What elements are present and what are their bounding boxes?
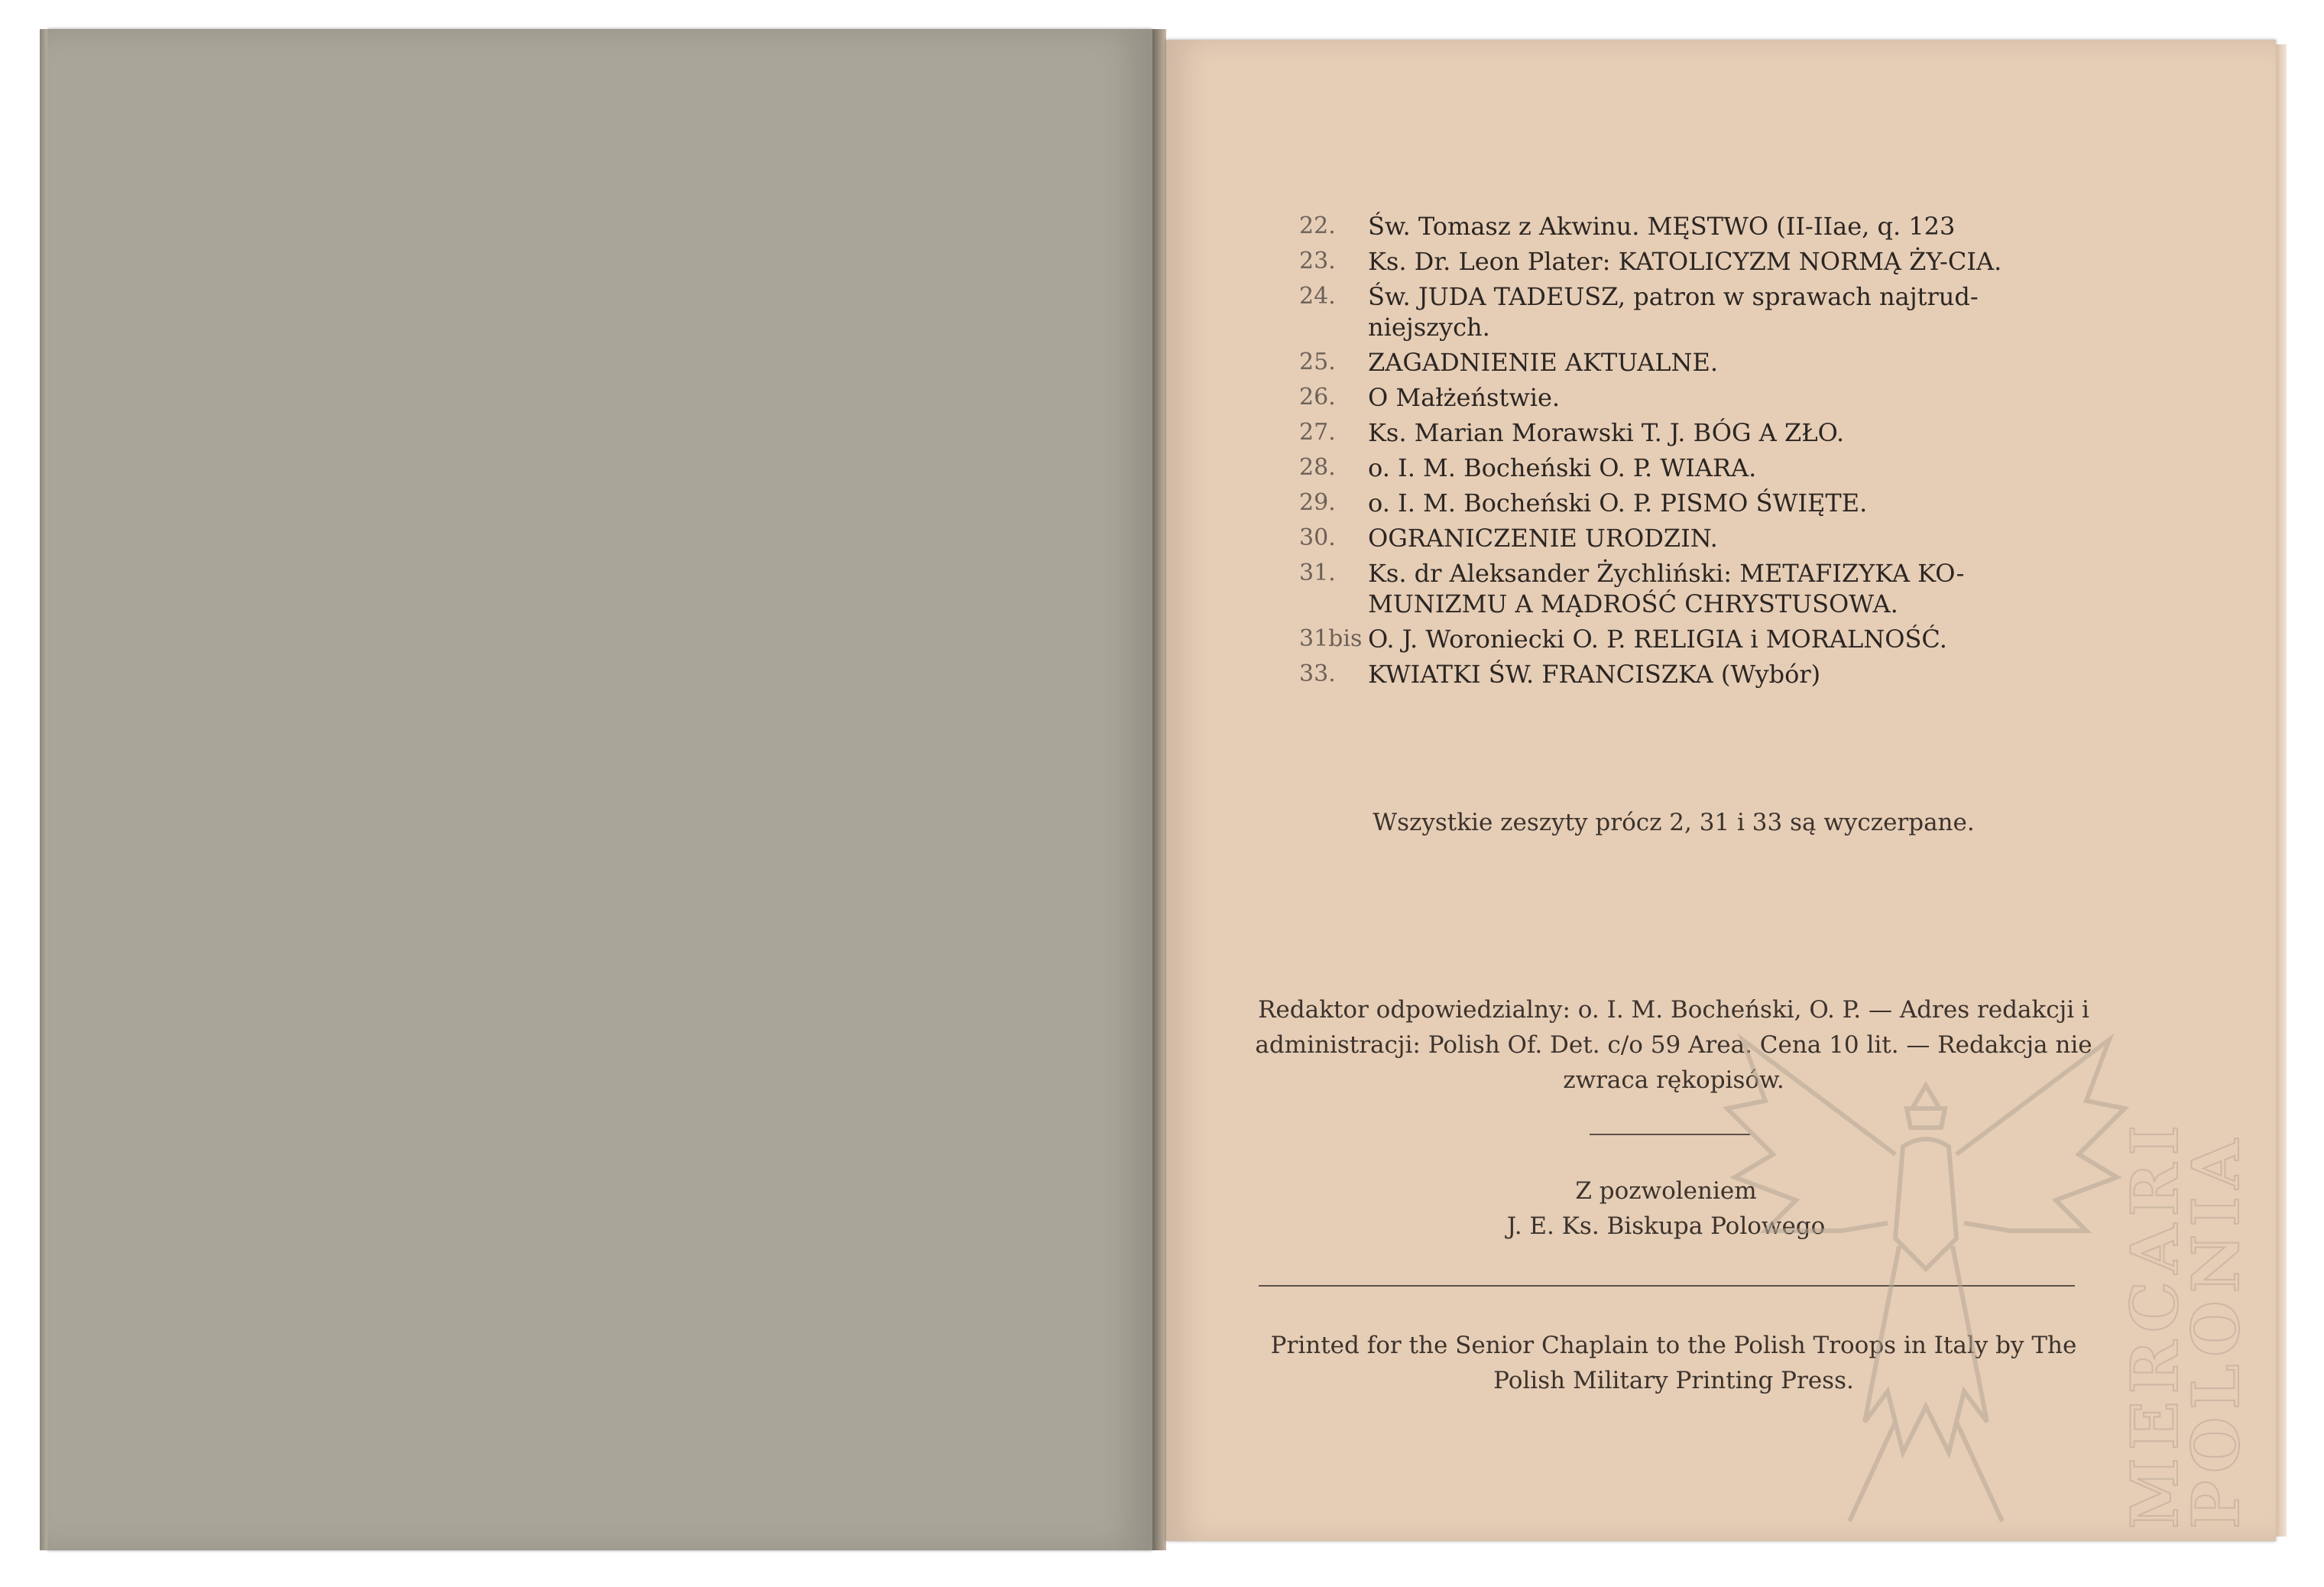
item-text: Ks. Marian Morawski T. J. BÓG A ZŁO. [1368, 418, 1845, 447]
book-gutter [1152, 29, 1166, 1550]
list-item [1299, 523, 2086, 553]
list-item [1299, 417, 2086, 448]
list-item [1299, 382, 2086, 413]
item-text: O. J. Woroniecki O. P. RELIGIA i MORALNOŚĆ. [1368, 625, 1947, 654]
item-number: 24. [1299, 283, 1336, 310]
list-item [1299, 488, 2086, 518]
list-item [1299, 246, 2086, 277]
list-item [1299, 558, 2086, 619]
item-number: 26. [1299, 384, 1336, 411]
permission-line-2: J. E. Ks. Biskupa Polowego [1506, 1212, 1826, 1240]
item-text: Św. Tomasz z Akwinu. MĘSTWO (II-IIae, q. 123 [1368, 212, 1956, 241]
item-text: O Małżeństwie. [1368, 383, 1561, 412]
item-text: Ks. Dr. Leon Plater: KATOLICYZM NORMĄ ŻY-CIA. [1368, 247, 2002, 276]
item-text: o. I. M. Bocheński O. P. PISMO ŚWIĘTE. [1368, 488, 1868, 518]
list-item [1299, 281, 2086, 342]
item-number: 31bis [1299, 625, 1363, 652]
item-text: OGRANICZENIE URODZIN. [1368, 524, 1718, 553]
list-item [1299, 211, 2086, 242]
list-item [1299, 453, 2086, 483]
item-number: 33. [1299, 660, 1336, 687]
watermark-text-2: POLONIA [2178, 1131, 2254, 1529]
editor-imprint: Redaktor odpowiedzialny: o. I. M. Bocheński, O. P. — Adres redakcji i administracji: Polish Of. Det. c/o 59 Area. Cena 10 lit. — Redakcja nie zwraca rękopisów. [1255, 996, 2092, 1094]
printer-colophon: Printed for the Senior Chaplain to the Polish Troops in Italy by The Polish Military Printing Press. [1270, 1332, 2077, 1394]
item-number: 28. [1299, 454, 1336, 481]
item-number: 27. [1299, 419, 1336, 446]
list-item [1299, 624, 2086, 654]
item-number: 25. [1299, 349, 1336, 375]
item-number: 30. [1299, 524, 1336, 551]
watermark-text-1: MERCARI [2117, 1118, 2193, 1529]
item-number: 22. [1299, 213, 1336, 239]
list-item [1299, 659, 2086, 690]
item-text: ZAGADNIENIE AKTUALNE. [1368, 348, 1719, 377]
permission-line-1: Z pozwoleniem [1575, 1177, 1757, 1205]
availability-note: Wszystkie zeszyty prócz 2, 31 i 33 są wyczerpane. [1373, 809, 1975, 836]
item-number: 29. [1299, 489, 1336, 516]
item-text: Ks. dr Aleksander Żychliński: METAFIZYKA KO-MUNIZMU A MĄDROŚĆ CHRYSTUSOWA. [1368, 559, 1965, 618]
left-page-blank [47, 29, 1152, 1550]
watermark [1712, 994, 2254, 1544]
publication-list [1299, 211, 2086, 694]
item-number: 31. [1299, 560, 1336, 586]
item-number: 23. [1299, 248, 1336, 274]
list-item [1299, 347, 2086, 378]
item-text: o. I. M. Bocheński O. P. WIARA. [1368, 453, 1757, 482]
item-text: Św. JUDA TADEUSZ, patron w sprawach najtrud-niejszych. [1368, 282, 1979, 342]
item-text: KWIATKI ŚW. FRANCISZKA (Wybór) [1368, 660, 1821, 689]
eagle-icon [1712, 994, 2140, 1544]
